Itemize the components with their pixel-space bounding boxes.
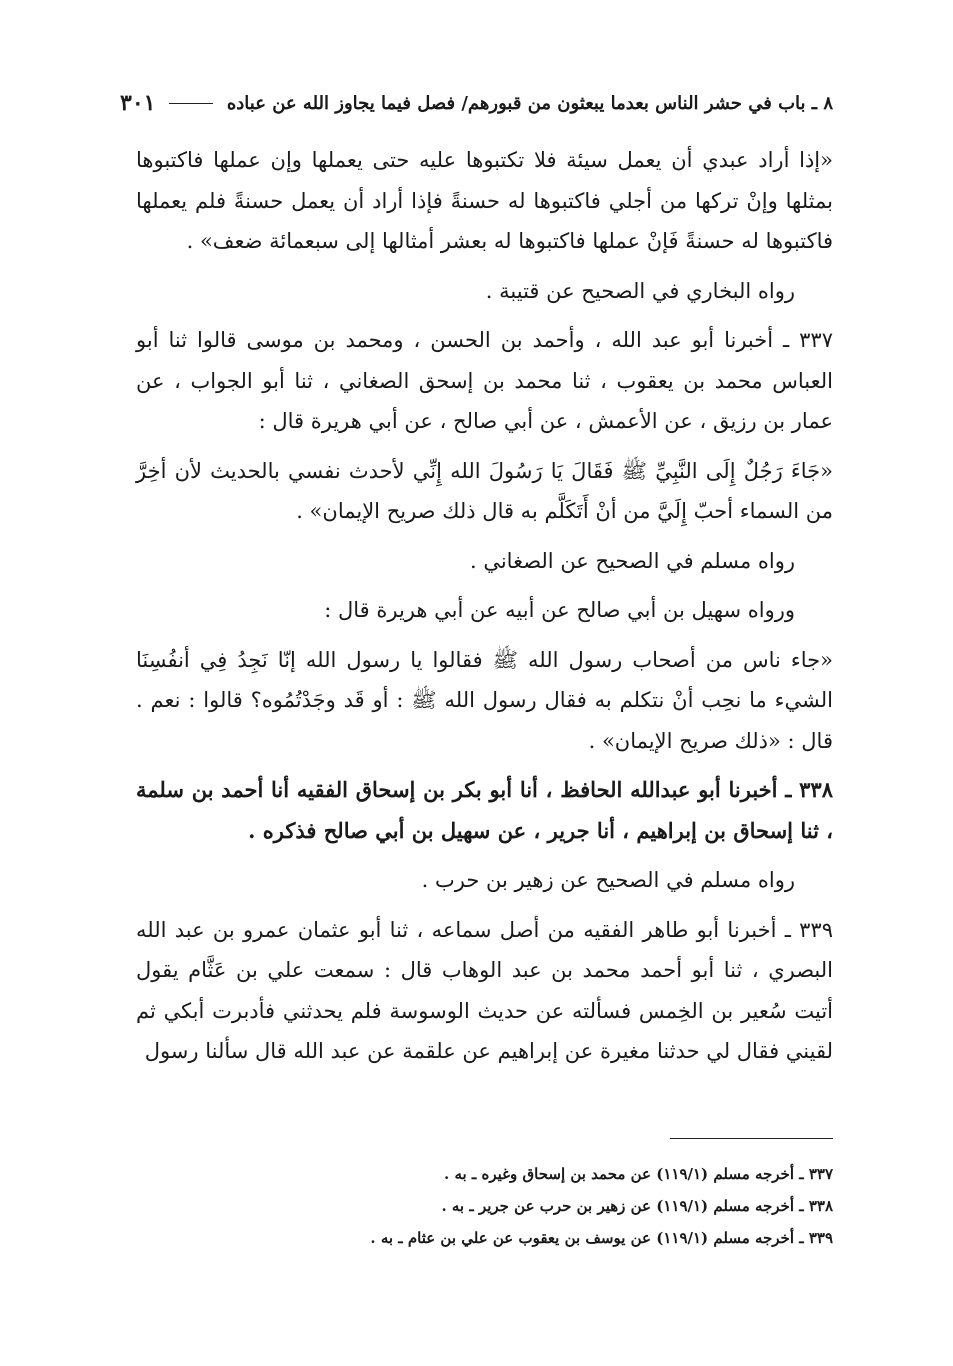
hadith-338-paragraph: ٣٣٨ ـ أخبرنا أبو عبدالله الحافظ ، أنا أبو بكر بن إسحاق الفقيه أنا أحمد بن سلمة ، ثنا إسحاق بن إبراهيم ، أنا جرير ، عن سهيل بن أبي صالح فذكره .: [136, 777, 833, 843]
narration-source-paragraph: رواه مسلم في الصحيح عن الصغاني .: [469, 548, 795, 573]
header-rule: [169, 103, 212, 104]
narration-source-paragraph: ورواه سهيل بن أبي صالح عن أبيه عن أبي هريرة قال :: [324, 598, 795, 622]
narration-source-paragraph: رواه البخاري في الصحيح عن قتيبة .: [485, 278, 795, 303]
footnote-separator: [670, 1138, 833, 1139]
main-text: [136, 140, 833, 1081]
footnotes: [136, 1158, 833, 1254]
hadith-337-paragraph: ٣٣٧ ـ أخبرنا أبو عبد الله ، وأحمد بن الحسن ، ومحمد بن موسى قالوا ثنا أبو العباس محمد بن يعقوب ، ثنا محمد بن إسحق الصغاني ، ثنا أبو الجواب ، عن عمار بن رزيق ، عن الأعمش ، عن أبي صالح ، عن أبي هريرة قال :: [136, 328, 833, 433]
hadith-339-paragraph: ٣٣٩ ـ أخبرنا أبو طاهر الفقيه من أصل سماعه ، ثنا أبو عثمان عمرو بن عبد الله البصري ، ثنا أبو أحمد محمد بن عبد الوهاب قال : سمعت علي بن عَثَّام يقول أتيت سُعير بن الخِمس فسألته عن حديث الوسوسة فلم يحدثني فأدبرت أبكي ثم لقيني فقال لي حدثنا مغيرة عن إبراهيم عن علقمة عن عبد الله قال سألنا رسول: [136, 917, 833, 1063]
footnote-338: ٣٣٨ ـ أخرجه مسلم (١١٩/١) عن زهير بن حرب عن جرير ـ به .: [441, 1197, 833, 1215]
footnote-337: ٣٣٧ ـ أخرجه مسلم (١١٩/١) عن محمد بن إسحاق وغيره ـ به .: [444, 1165, 833, 1183]
footnote-339: ٣٣٩ ـ أخرجه مسلم (١١٩/١) عن يوسف بن يعقوب عن علي بن عثام ـ به .: [370, 1229, 833, 1247]
page-number: ٣٠١: [120, 90, 156, 116]
hadith-quote-paragraph: «إذا أراد عبدي أن يعمل سيئة فلا تكتبوها عليه حتى يعملها وإن عملها فاكتبوها بمثلها وإنْ تركها من أجلي فاكتبوها له حسنةً فإذا أراد أن يعمل حسنةً فلم يعملها فاكتبوها له حسنةً فَإنْ عملها فاكتبوها له بعشر أمثالها إلى سبعمائة ضعف» .: [136, 148, 833, 253]
narration-source-paragraph: رواه مسلم في الصحيح عن زهير بن حرب .: [421, 868, 795, 892]
chapter-title: ٨ ـ باب في حشر الناس بعدما يبعثون من قبورهم/ فصل فيما يجاوز الله عن عباده: [226, 92, 833, 114]
hadith-quote-paragraph: «جَاءَ رَجُلٌ إِلَى النَّبِيِّ ﷺ فَقَالَ يَا رَسُولَ الله إِنِّي لأحدث نفسي بالحديث لأن أخِرَّ من السماء أحبّ إِلَيَّ من أنْ أَتَكَلَّم به قال ذلك صريح الإيمان» .: [136, 458, 833, 523]
running-header: [120, 86, 833, 120]
hadith-quote-paragraph: «جاء ناس من أصحاب رسول الله ﷺ فقالوا يا رسول الله إنّا نَجِدُ فِي أنفُسِنَا الشيء ما نحِب أنْ نتكلم به فقال رسول الله ﷺ : أو قَد وجَدْتُمُوه؟ قالوا : نعم . قال : «ذلك صريح الإيمان» .: [136, 647, 833, 753]
